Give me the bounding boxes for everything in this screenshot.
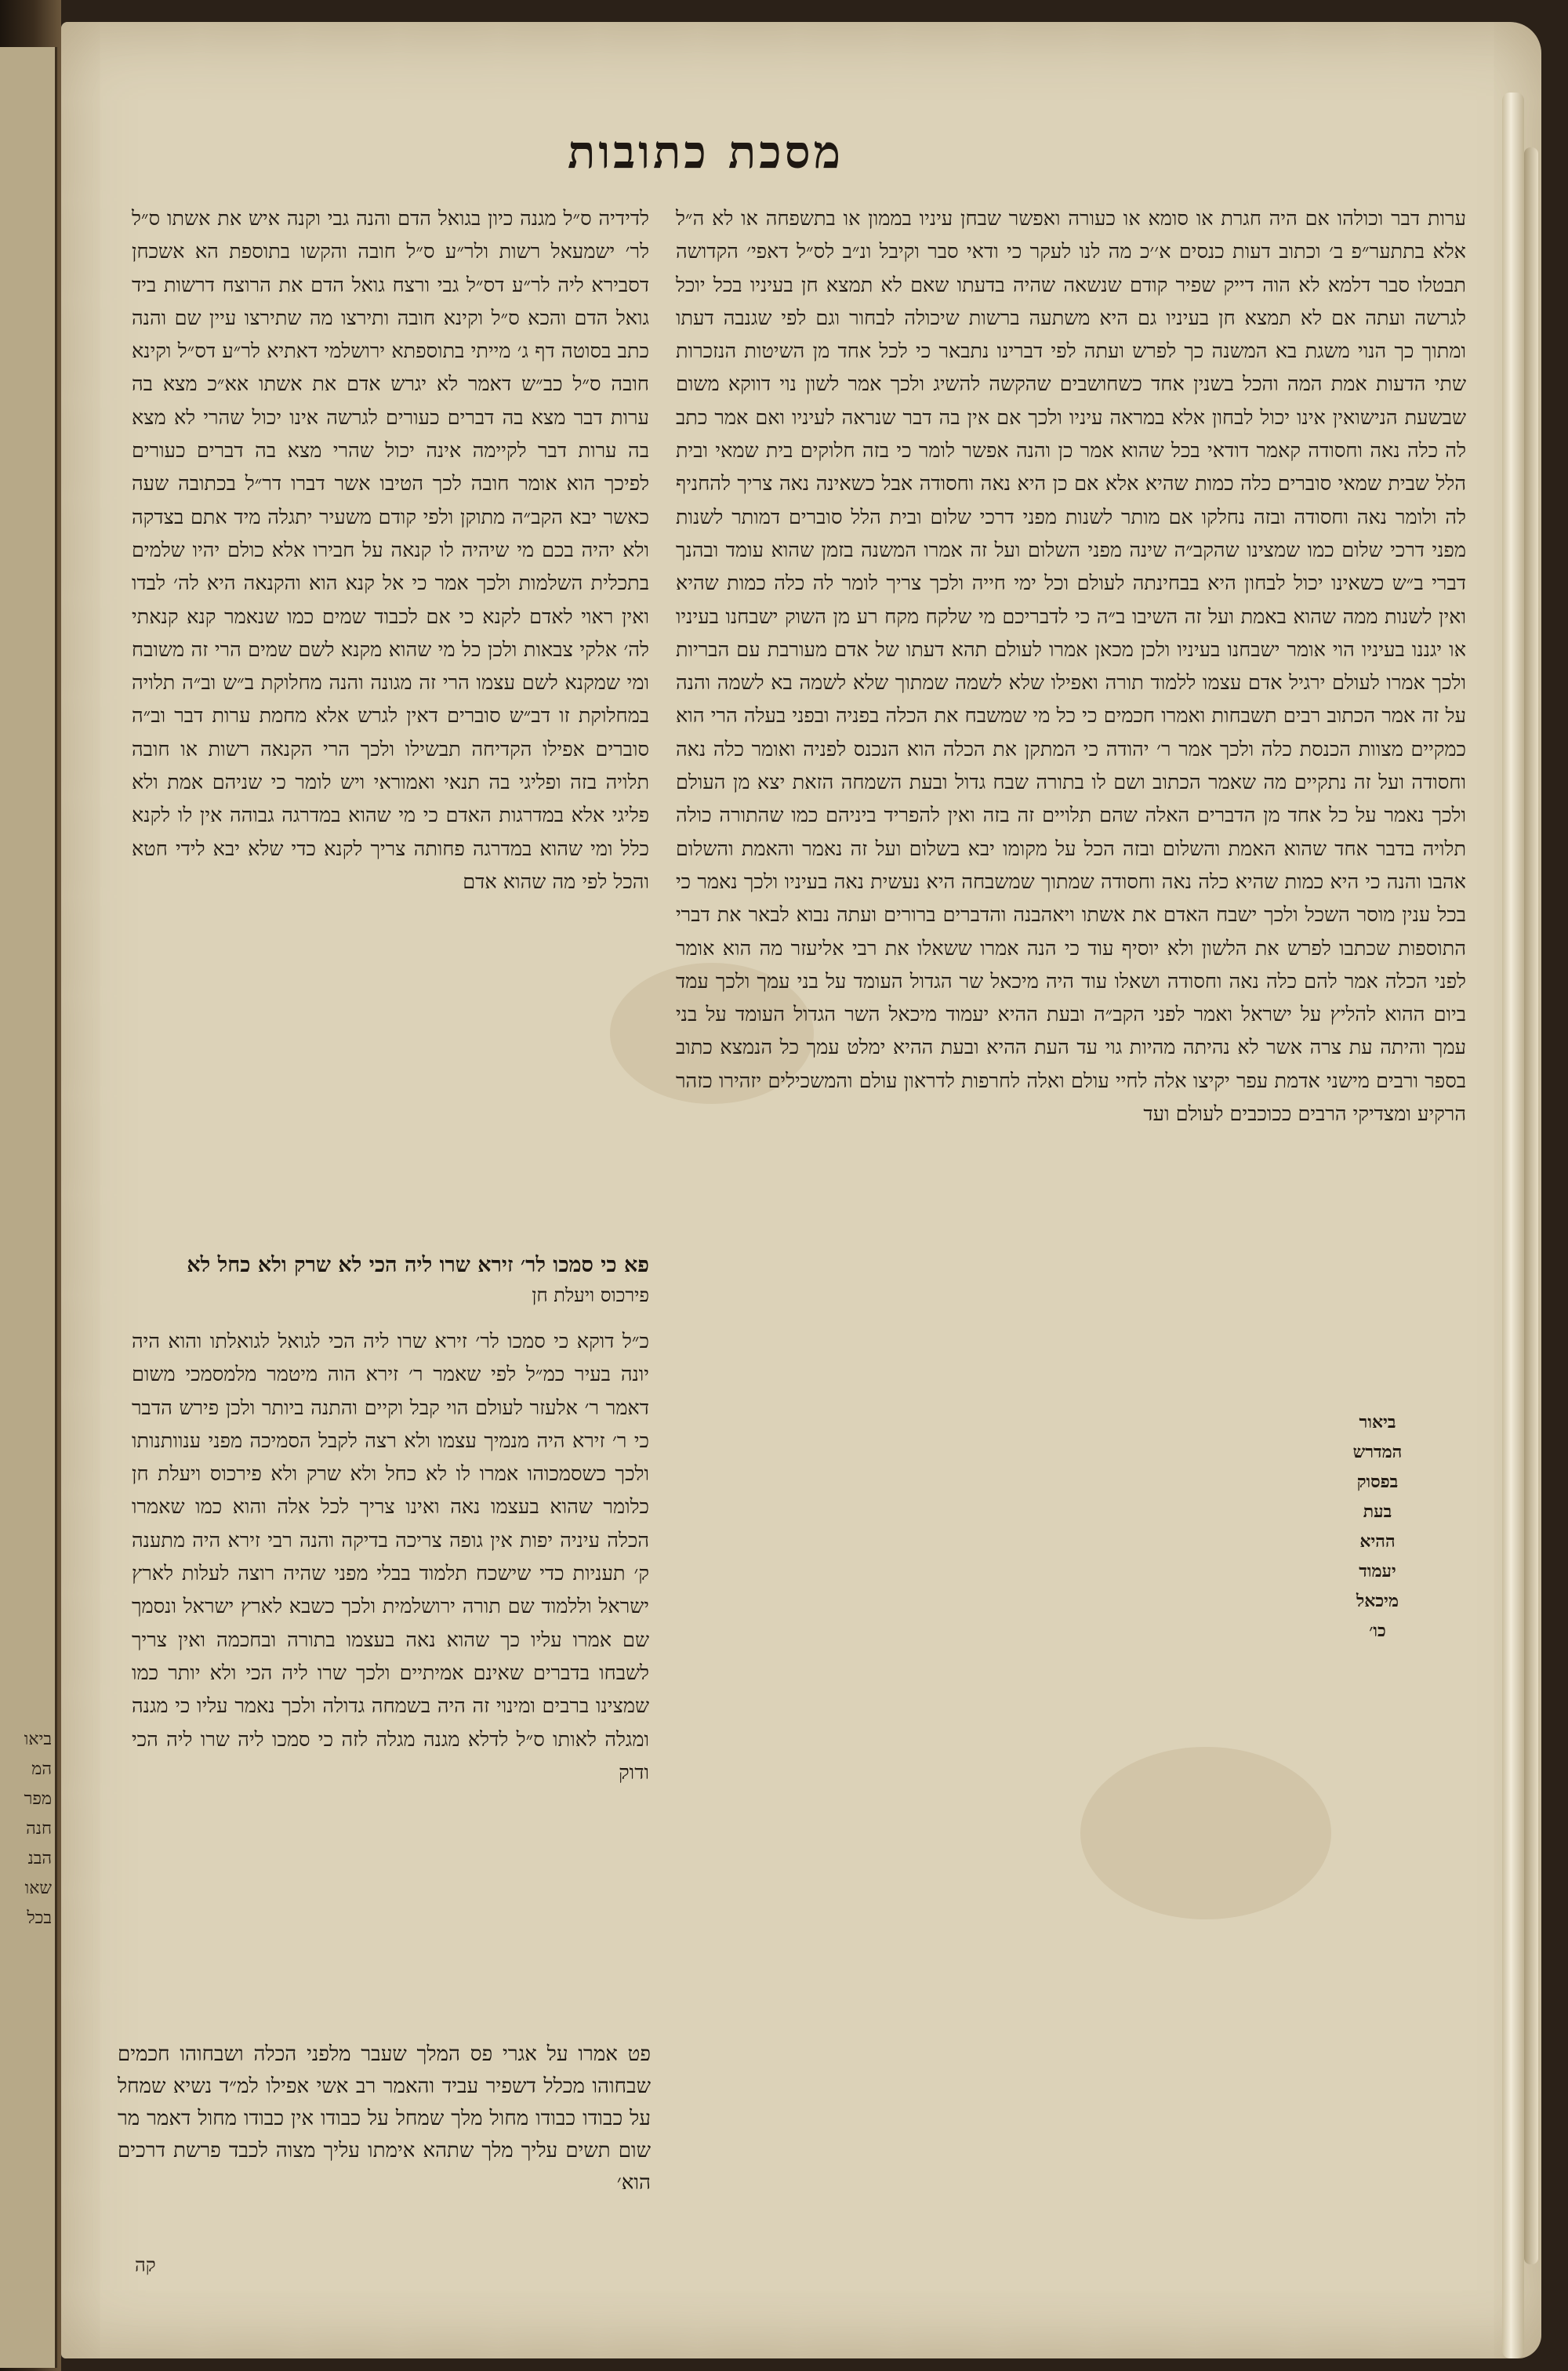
footer-passage: פט אמרו על אגרי פס המלך שעבר מלפני הכלה ושבחוהו חכמים שבחוהו מכלל דשפיר עביד והאמר רב אשי אפילו למ״ד נשיא שמחל על כבודו כבודו מחול מלך שמחל על כבודו אין כבודו מחול דאמר מר שום תשים עליך מלך שתהא אימתו עליך מצוה לכבד פרשת דרכים הוא׳	[118, 2042, 651, 2195]
right-column	[676, 202, 1466, 2108]
section-heading: פא כי סמכו לר׳ זירא שרו ליה הכי לא שרק ולא כחל לא	[187, 1253, 649, 1277]
section-heading-continued: פירכוס ויעלת חן	[532, 1284, 649, 1306]
previous-page-edge	[0, 47, 57, 2368]
left-column-text: לדידיה ס״ל מגנה כיון בגואל הדם והנה גבי וקנה איש את אשתו ס״ל לר׳ ישמעאל רשות ולר״ע ס״ל חובה והקשו בתוספת הא אשכחן דסבירא ליה לר״ע דס״ל גבי ורצח גואל הדם את הרוצח דרשות ביד גואל הדם והכא ס״ל וקינא חובה ותירצו מה שתירצו עיין שם והנה כתב בסוטה דף ג׳ מייתי בתוספתא ירושלמי דאתיא לר״ע דס״ל וקינא חובה ס״ל כב״ש דאמר לא יגרש אדם את אשתו אא״כ מצא בה ערות דבר מצא בה דברים כעורים לגרשה אינו יכול שהרי לא מצא בה ערות דבר לקיימה אינה יכול שהרי מצא בה דברים כעורים לפיכך הוא אומר חובה לכך הטיבו אשר דברו דר״ל בכתובה שעה כאשר יבא הקב״ה מתוקן ולפי קודם משעיר יתגלה מיד אתם בצדקה ולא יהיה בכם מי שיהיה לו קנאה על חבירו אלא כולם יהיו שלמים בתכלית השלמות ולכך אמר כי אל קנא הוא והקנאה היא לה׳ לבדו ואין ראוי לאדם לקנא כי אם לכבוד שמים כמו שנאמר קנא קנאתי לה׳ אלקי צבאות ולכן כל מי שהוא מקנא לשם שמים הרי זה משובח ומי שמקנא לשם עצמו הרי זה מגונה והנה מחלוקת ב״ש וב״ה תלויה במחלוקת זו דב״ש סוברים דאין לגרש אלא מחמת ערות דבר וב״ה סוברים אפילו הקדיחה תבשילו ולכך הרי הקנאה רשות או חובה תלויה בזה ופליגי בה תנאי ואמוראי ויש לומר כי שניהם אמת ולא פליגי אלא במדרגות האדם כי מי שהוא במדרגה גבוהה אין לו לקנא כלל ומי שהוא במדרגה פחותה צריך לקנא כדי שלא יבא לידי חטא והכל לפי מה שהוא אדם	[132, 207, 649, 894]
left-column-lower	[132, 1325, 649, 2031]
folio-number: קה	[135, 2254, 156, 2276]
margin-note: ביאור המדרש בפסוק בעת ההיא יעמוד מיכאל כו׳	[1352, 1412, 1403, 1641]
page-title: מסכת כתובות	[567, 125, 844, 179]
right-column-text: ערות דבר וכולהו אם היה חגרת או סומא או כעורה ואפשר שבחן עיניו בממון או בתשפחה או לא ה״ל אלא בתתער״פ ב׳ וכתוב דעות כנסים א׳׳כ מה לנו לעקר כי ודאי סבר וקיבל ונ״ב לס״ל דאפי׳ הקדושה תבטלו סבר דלמא לא הוה דייק שפיר קודם שנשאה שהיה בדעתו שאם לא תמצא חן בעיניו בכל יוכל לגרשה ועתה אם לא תמצא חן בעיניו גם היא משתעה ברשות שיכולה לבחור וגם לפי שגנבה דעתו ומתוך כך הנוי משגת בא המשנה כך לפרש ועתה לפי דברינו נתבאר כי לכל אחד מן השיטות הנזכרות שתי הדעות אמת המה והכל בשנין אחד כשחושבים שהקשה להשיג ולכך אמר לשון נוי דווקא משום שבשעת הנישואין אינו יכול לבחון אלא במראה עיניו ולכך אם אין בה דבר שנראה לעיניו ואם אמר כתב לה כלה נאה וחסודה קאמר דודאי בכל שהוא אמר כן והנה אפשר לומר כי בזה חלוקים בית שמאי ובית הלל שבית שמאי סוברים כלה כמות שהיא אלא אם כן היא נאה וחסודה אבל כשאינה נאה צריך להחניף לה ולומר נאה וחסודה ובזה נחלקו אם מותר לשנות מפני דרכי שלום ובית הלל סוברים דמותר לשנות מפני דרכי שלום כמו שמצינו שהקב״ה שינה מפני השלום ועל זה אמרו המשנה בזמן שהוא עומד ובהנך דברי ב״ש כשאינו יכול לבחון היא בבחינתה לעולם וכל ימי חייה ולכך צריך לומר לה כלה כמות שהיא ואין לשנות ממה שהוא באמת ועל זה השיבו ב״ה כי לדבריכם מי שלקח מקח רע מן השוק ישבחנו בעיניו או יגננו בעיניו הוי אומר ישבחנו בעיניו ולכן מכאן אמרו לעולם תהא דעתו של אדם מעורבת עם הבריות ולכך אמרו לעולם ירגיל אדם עצמו ללמוד תורה ואפילו שלא לשמה שמתוך שלא לשמה בא לשמה והנה על זה אמר הכתוב רבים תשבחות ואמרו חכמים כי כל מי שמשבח את הכלה בפניה ובפני בעלה הרי הוא כמקיים מצוות הכנסת כלה ולכך אמר ר׳ יהודה כי המתקן את הכלה הוא הנכנס לפניה ואומר כלה נאה וחסודה ועל זה נתקיים מה שאמר הכתוב ושם לו בתורה שבח גדול ובעת השמחה הזאת יצא מן העולם ולכך נאמר על כל אחד מן הדברים האלה שהם תלויים זה בזה ואין להפריד ביניהם כמו שהתורה כולה תלויה בדבר אחד שהוא האמת והשלום ובזה הכל על מקומו יבא בשלום ועל זה נאמר והאמת והשלום אהבו והנה כי היא כמות שהיא כלה נאה וחסודה שמתוך שמשבחה היא נעשית נאה בעיניו ולכך נאמר כי בכל ענין מוסר השכל ולכך ישבח האדם את אשתו ויאהבנה והדברים ברורים ועתה נבוא לבאר את דברי התוספות שכתבו לפרש את הלשון ולא יוסיף עוד כי הנה אמרו ששאלו את רבי אליעזר מה הוא אומר לפני הכלה אמר להם כלה נאה וחסודה ושאלו עוד היה מיכאל שר הגדול העומד על בני עמך ולכך עמד ביום ההוא להליץ על ישראל ואמר לפני הקב״ה ובעת ההיא יעמוד מיכאל השר הגדול העומד על בני עמך והיתה עת צרה אשר לא נהיתה מהיות גוי עד העת ההיא ובעת ההיא ימלט עמך כל הנמצא כתוב בספר ורבים מישני אדמת עפר יקיצו אלה לחיי עולם ואלה לחרפות לדראון עולם והמשכילים יזהירו כזהר הרקיע ומצדיקי הרבים ככוכבים לעולם ועד	[676, 207, 1466, 1127]
left-column	[132, 202, 649, 1237]
left-column-lower-text: כ״ל דוקא כי סמכו לר׳ זירא שרו ליה הכי לגואל לגואלתו והוא היה יונה בעיר כמ״ל לפי שאמר ר׳ זירא הוה מיטמר מלמסמכי משום דאמר ר׳ אלעזר לעולם הוי קבל וקיים והתנה ביותר ולכן פירש הדבר כי ר׳ זירא היה מנמיך עצמו ולא רצה לקבל הסמיכה מפני ענוותנותו ולכך כשסמכוהו אמרו לו לא כחל ולא שרק ולא פירכוס ויעלת חן כלומר שהוא בעצמו נאה ואינו צריך לכל אלה והוא כמו שאמרו הכלה עיניה יפות אין גופה צריכה בדיקה והנה רבי זירא היה מתענה ק׳ תעניות כדי שישכח תלמוד בבלי מפני שהיה רוצה לעלות לארץ ישראל וללמוד שם תורה ירושלמית ולכך כשבא לארץ ישראל ונסמך שם אמרו עליו כך שהוא נאה בעצמו בתורה ובחכמה ואין צריך לשבחו בדברים שאינם אמיתיים ולכך שרו ליה הכי ולא יותר כמו שמצינו ברבים ומינוי זה היה בשמחה גדולה ולכך נאמר עליו כי מגנה ומגלה לאותו ס״ל לדלא מגנה מגלה לזה כי סמכו ליה שרו ליה הכי ודוק	[132, 1330, 649, 1785]
page-edge	[1502, 93, 1524, 2358]
previous-page-gloss: ביאו המ מפר חנה הבנ שאו בכל	[24, 1730, 52, 1928]
page-edge-back	[1524, 147, 1538, 2264]
